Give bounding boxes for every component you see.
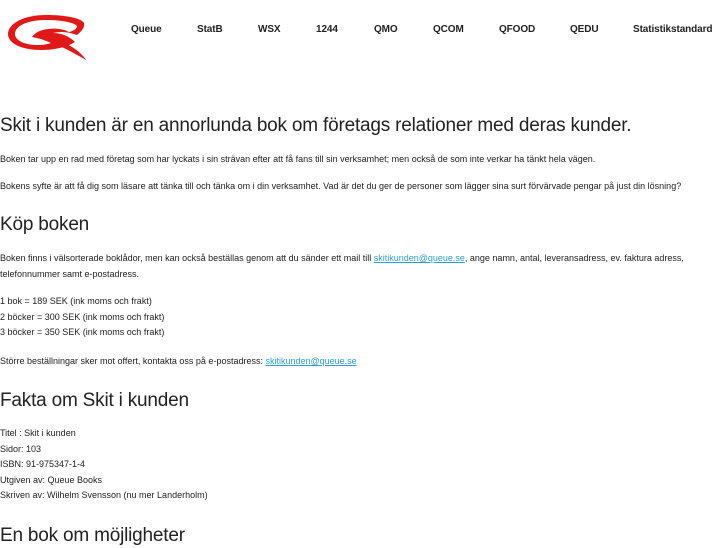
- buy-heading: Köp boken: [0, 214, 90, 235]
- buy-paragraph: [0, 251, 720, 282]
- nav-item-qmo[interactable]: QMO: [374, 24, 398, 35]
- possibilities-heading: En bok om möjligheter: [0, 525, 185, 546]
- price-1: 1 bok = 189 SEK (ink moms och frakt): [0, 296, 152, 306]
- fact-isbn: ISBN: 91-975347-1-4: [0, 459, 86, 469]
- nav-item-1244[interactable]: 1244: [316, 24, 338, 35]
- buy-text-line2: telefonnummer samt e-postadress.: [0, 268, 140, 279]
- fact-title: Titel : Skit i kunden: [0, 428, 76, 438]
- buy-text: Boken finns i välsorterade boklådor, men kan också beställas genom att du sänder ett mail till: [0, 253, 374, 263]
- price-2: 2 böcker = 300 SEK (ink moms och frakt): [0, 311, 165, 322]
- large-orders-paragraph: [0, 354, 357, 370]
- fact-author: Skriven av: Wilhelm Svensson (nu mer Landerholm): [0, 490, 208, 500]
- nav-item-statistikstandard[interactable]: Statistikstandard: [633, 24, 713, 35]
- large-orders-text: Större beställningar sker mot offert, kontakta oss på e-postadress:: [0, 356, 266, 366]
- nav-item-qfood[interactable]: QFOOD: [499, 24, 536, 35]
- intro-paragraph-1: Boken tar upp en rad med företag som har lyckats i sin strävan efter att få fans till sin verksamhet; men också de som inte verkar ha tänkt hela vägen.: [0, 154, 596, 164]
- facts-list: [0, 426, 208, 504]
- fact-publisher: Utgiven av: Queue Books: [0, 474, 103, 485]
- nav-item-queue[interactable]: Queue: [131, 24, 162, 35]
- nav-item-qcom[interactable]: QCOM: [433, 24, 464, 35]
- site-header: [0, 0, 727, 70]
- page-title: Skit i kunden är en annorlunda bok om företags relationer med deras kunder.: [0, 115, 632, 136]
- price-list: [0, 294, 164, 341]
- nav-item-statb[interactable]: StatB: [197, 24, 223, 35]
- nav-item-wsx[interactable]: WSX: [258, 24, 281, 35]
- order-email-link[interactable]: skitikunden@queue.se: [373, 253, 465, 263]
- intro-paragraph-2: Bokens syfte är att få dig som läsare att tänka till och tänka om i din verksamhet. Vad är det du ger de personer som lägger sina surt förvärvade pengar på just din lösning?: [0, 181, 682, 191]
- fact-pages: Sidor: 103: [0, 443, 42, 454]
- buy-text-cont: , ange namn, antal, leveransadress, ev. faktura adress,: [464, 253, 684, 263]
- facts-heading: Fakta om Skit i kunden: [0, 390, 189, 411]
- nav-item-qedu[interactable]: QEDU: [570, 24, 599, 35]
- price-3: 3 böcker = 350 SEK (ink moms och frakt): [0, 327, 165, 337]
- main-nav: [0, 24, 727, 38]
- large-orders-email-link[interactable]: skitikunden@queue.se: [265, 356, 357, 366]
